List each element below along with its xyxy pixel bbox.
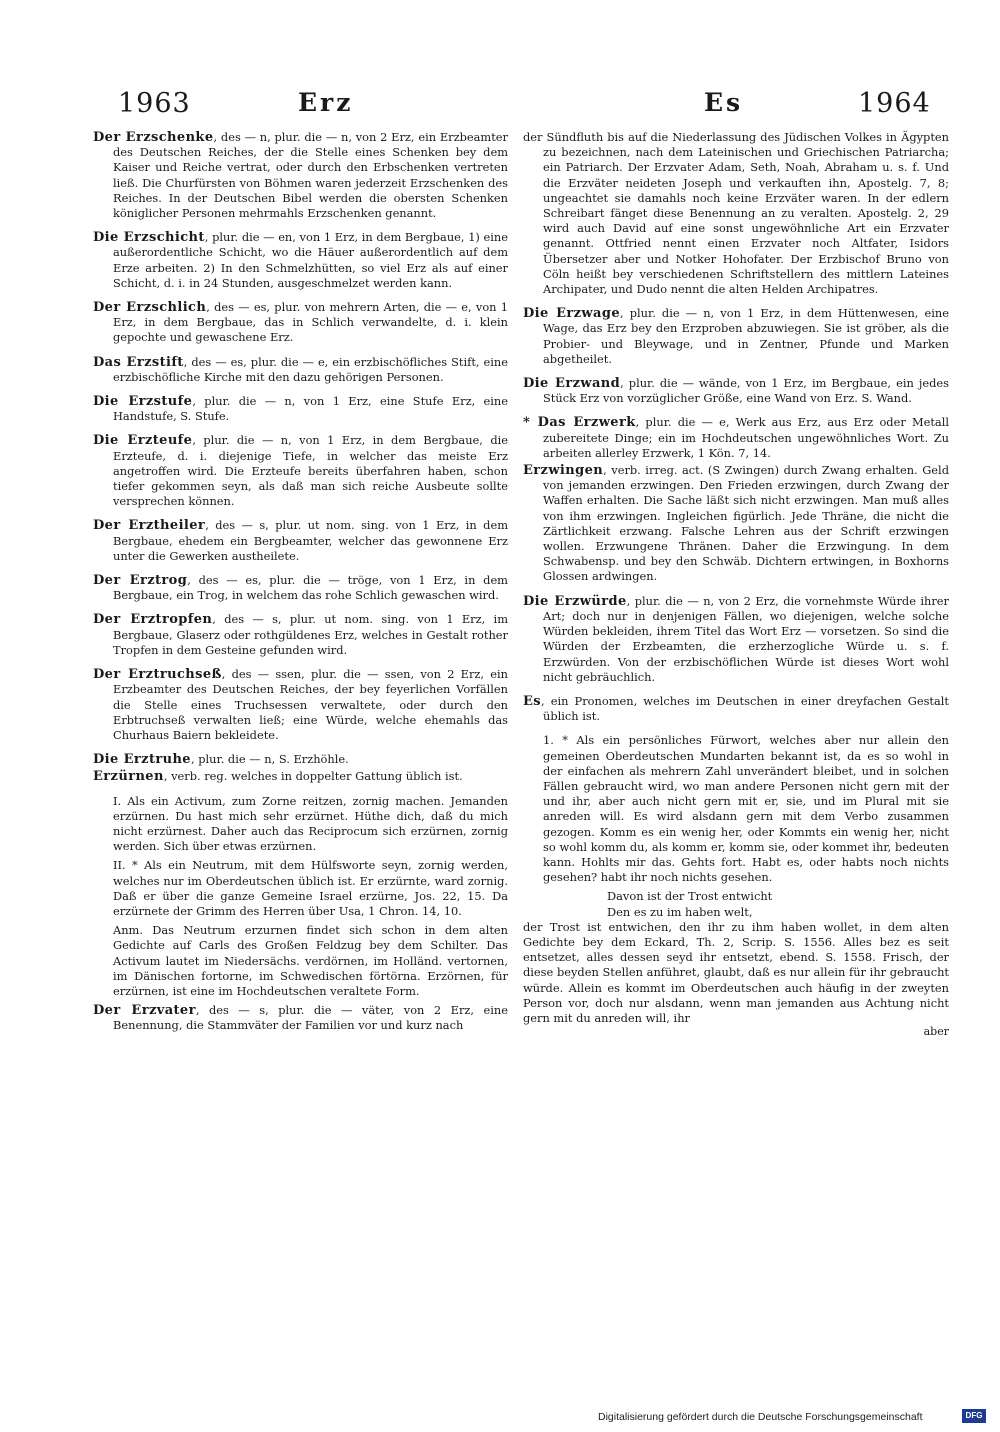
right-column	[523, 130, 949, 1039]
dictionary-entry	[523, 594, 949, 685]
entry-text: 1. * Als ein persönliches Fürwort, welches aber nur allein den gemeinen Oberdeutschen Mundarten bekannt ist, da es so wohl in der einfachen als mehrern Zahl unverändert bleibet, und in solchen Fällen gebraucht wird, wo man andere Personen nicht gern mit der und ihr, aber auch nicht gern mit er, sie, und im Plural mit sie anreden will. Es wird alsdann gern mit dem Verbo zusammen gezogen. Komm es ein wenig her, oder Kommts ein wenig her, nicht so wohl komm du, als komm er, komm sie, oder kommet ihr, bedeuten kann. Hohlts mir das. Gehts fort. Habt es, oder habts noch nichts gesehen? habt ihr noch nichts gesehen.	[543, 733, 949, 885]
dictionary-entry	[93, 394, 508, 424]
dictionary-entry	[523, 463, 949, 585]
entry-text: , des — s, plur. ut nom. sing. von 1 Erz, im Bergbaue, Glaserz oder rothgüldenes Erz, welches in Gestalt rother Tropfen in dem Gesteine gefunden wird.	[113, 612, 508, 657]
entry-text: , plur. die — wände, von 1 Erz, im Bergbaue, ein jedes Stück Erz von vorzüglicher Größe, eine Wand von Erz. S. Wand.	[543, 376, 949, 406]
entry-text: , des — es, plur. die — e, ein erzbischöfliches Stift, eine erzbischöfliche Kirche mit den dazu gehörigen Personen.	[113, 354, 508, 384]
entry-headword: Die Erzstufe	[93, 394, 193, 410]
entry-text: , des — ssen, plur. die — ssen, von 2 Erz, ein Erzbeamter des Deutschen Reiches, der bey feyerlichen Vorfällen die Stelle eines Truchsessen verwaltete, oder durch den Erbtruchseß verwalten ließ; eine Würde, welche ehemahls das Churhaus Baiern bekleidete.	[113, 667, 508, 742]
entry-headword: Erzürnen	[93, 769, 164, 785]
entry-text: der Sündfluth bis auf die Niederlassung des Jüdischen Volkes in Ägypten zu bezeichnen, nach dem Lateinischen und Griechischen Patriarcha; ein Patriarch. Der Erzvater Adam, Seth, Noah, Abraham u. s. f. Und die Erzväter neideten Joseph und verkauften ihn, Apostelg. 7, 8; ungeachtet sie damahls noch keine Erzväter waren. In der edlern Schreibart fänget diese Benennung an zu veralten. Apostelg. 2, 29 wird auch David auf eine sonst ungewöhnliche Art ein Erzvater genannt. Ottfried nennt einen Erzvater noch Altfater, Isidors Übersetzer aber und Notker Hohofater. Der Erzbischof Bruno von Cöln heißt bey verschiedenen Schriftstellern des mittlern Lateines Archipater, und Dudo nennt die alten Helden Archipatres.	[523, 130, 949, 297]
dictionary-entry	[93, 230, 508, 291]
entry-text: , plur. die — n, von 1 Erz, in dem Hüttenwesen, eine Wage, das Erz bey den Erzproben abzuwiegen. Sie ist gröber, als die Probier- und Bleywage, und in Zentner, Pfunde und Marken abgetheilet.	[543, 306, 949, 366]
entry-headword: Es	[523, 693, 542, 709]
entry-text: II. * Als ein Neutrum, mit dem Hülfsworte seyn, zornig werden, welches nur im Oberdeutschen üblich ist. Er erzürnte, ward zornig. Daß er über die ganze Gemeine Israel erzürne, Jos. 22, 15. Da erzürnete der Grimm des Herren über Usa, 1 Chron. 14, 10.	[113, 858, 508, 918]
entry-headword: Der Erztheiler	[93, 518, 206, 534]
entry-headword: Die Erzwage	[523, 306, 621, 322]
left-page-number: 1963	[118, 88, 191, 119]
entry-text: , des — s, plur. die — väter, von 2 Erz, eine Benennung, die Stammväter der Familien vor und kurz nach	[113, 1003, 508, 1033]
entry-text: , plur. die — n, von 1 Erz, in dem Bergbaue, die Erzteufe, d. i. diejenige Tiefe, in welcher das meiste Erz angetroffen wird. Die Erzteufe bereits überfahren haben, schon tiefer gekommen seyn, als daß man sich reiche Ausbeute sollte versprechen können.	[113, 433, 508, 509]
dictionary-entry	[93, 433, 508, 509]
footer	[598, 1409, 988, 1427]
entry-paragraph	[93, 794, 508, 855]
entry-headword: Die Erztruhe	[93, 752, 191, 768]
dictionary-entry	[523, 376, 949, 406]
dfg-logo: DFG	[962, 1409, 986, 1423]
verse-line: Den es zu im haben welt,	[607, 904, 753, 919]
dictionary-entry	[93, 769, 508, 784]
catchword: aber	[923, 1025, 949, 1039]
verse-line: Davon ist der Trost entwicht	[607, 889, 773, 904]
entry-headword: Der Erztropfen	[93, 612, 213, 628]
right-page-number: 1964	[858, 88, 931, 119]
dictionary-entry	[93, 130, 508, 221]
entry-text: , des — s, plur. ut nom. sing. von 1 Erz, in dem Bergbaue, ehedem ein Bergbeamter, welcher das gewonnene Erz unter die Gewerken austheilete.	[113, 518, 508, 563]
right-running-head: Es	[704, 88, 744, 117]
dictionary-entry	[93, 573, 508, 603]
dictionary-entry	[93, 752, 508, 767]
entry-headword: Die Erzwürde	[523, 593, 627, 609]
entry-headword: Die Erzschicht	[93, 230, 205, 246]
entry-text: , des — n, plur. die — n, von 2 Erz, ein Erzbeamter des Deutschen Reiches, der die Stelle eines Schenken bey dem Kaiser und Reiche vertrat, oder durch den Erbschenken vertreten ließ. Die Churfürsten von Böhmen waren jederzeit Erzschenken des Reiches. In der Deutschen Bibel werden die obersten Schenken königlicher Personen mehrmahls Erzschenken genannt.	[113, 130, 508, 221]
entry-text: , plur. die — n, von 1 Erz, eine Stufe Erz, eine Handstufe, S. Stufe.	[113, 394, 508, 424]
entry-text: I. Als ein Activum, zum Zorne reitzen, zornig machen. Jemanden erzürnen. Du hast mich sehr erzürnet. Hüthe dich, daß du mich nicht erzürnest. Daher auch das Reciprocum sich erzürnen, zornig werden. Sich über etwas erzürnen.	[113, 793, 508, 854]
entry-headword: Der Erzschlich	[93, 300, 207, 316]
dictionary-entry	[93, 355, 508, 385]
entry-text: , plur. die — n, von 2 Erz, die vornehmste Würde ihrer Art; doch nur in denjenigen Fällen, wo diejenigen, welche solche Würden bekleiden, ihrem Titel das Wort Erz — vorsetzen. So sind die Würden der Erzbeamten, die erzherzogliche Würde u. s. f. Erzwürden. Von der erzbischöflichen Würde ist dieses Wort wohl nicht gebräuchlich.	[543, 593, 949, 684]
dictionary-entry	[93, 1003, 508, 1033]
entry-headword: Das Erzstift	[93, 354, 184, 370]
entry-headword: Der Erzvater	[93, 1003, 196, 1019]
dictionary-entry	[93, 667, 508, 743]
entry-text: Anm. Das Neutrum erzurnen findet sich schon in dem alten Gedichte auf Carls des Großen Feldzug bey dem Schilter. Das Activum lautet im Niedersächs. verdörnen, im Holländ. vertornen, im Dänischen fortorne, im Schwedischen förtörna. Erzörnen, für erzürnen, ist eine im Hochdeutschen veraltete Form.	[113, 923, 508, 998]
left-running-head: Erz	[298, 88, 354, 117]
entry-text: , plur. die — n, S. Erzhöhle.	[190, 752, 349, 767]
entry-headword: * Das Erzwerk	[523, 415, 636, 431]
entry-text: , verb. reg. welches in doppelter Gattung üblich ist.	[163, 769, 463, 784]
entry-text: , des — es, plur. von mehrern Arten, die — e, von 1 Erz, in dem Bergbaue, das in Schlich verwandelte, d. i. klein gepochte und gewaschene Erz.	[113, 300, 509, 345]
entry-paragraph	[523, 130, 949, 297]
funding-note: Digitalisierung gefördert durch die Deutsche Forschungsgemeinschaft	[598, 1411, 923, 1423]
dictionary-entry	[523, 306, 949, 367]
entry-headword: Erzwingen	[523, 463, 604, 479]
entry-text: , verb. irreg. act. (S Zwingen) durch Zwang erhalten. Geld von jemanden erzwingen. Den Frieden erzwingen, durch Zwang der Waffen erhalten. Die Sache läßt sich nicht erzwingen. Man muß alles von ihm erzwingen. Ingleichen figürlich. Jede Thräne, die nicht die Zärtlichkeit erzwang. Falsche Lehren aus der Schrift erzwingen wollen. Erzwungene Thränen. Daher die Erzwingung. In dem Schwabensp. und bey den Schwäb. Dichtern ertwingen, in Boxhorns Glossen ardwingen.	[543, 463, 949, 584]
dictionary-entry	[523, 694, 949, 724]
dictionary-entry	[523, 415, 949, 461]
left-column	[93, 130, 508, 1043]
entry-headword: Der Erzschenke	[93, 130, 214, 145]
entry-paragraph: der Trost ist entwichen, den ihr zu ihm haben wollet, in dem alten Gedichte bey dem Eckard, Th. 2, Scrip. S. 1556. Alles bez es seit entsetzet, alles dessen seyd ihr entsetzt, ebend. S. 1558. Frisch, der diese beyden Stellen anführet, glaubt, daß es nur allein für ihr gebraucht würde. Allein es kommt im Oberdeutschen auch häufig in der zweyten Person vor, doch nur alsdann, wenn man jemanden aus Achtung nicht gern mit du anreden will, ihr	[523, 919, 949, 1025]
dictionary-entry	[93, 612, 508, 658]
entry-headword: Der Erztruchseß	[93, 667, 222, 683]
entry-paragraph	[93, 923, 508, 999]
entry-paragraph	[93, 858, 508, 919]
entry-text: , ein Pronomen, welches im Deutschen in einer dreyfachen Gestalt üblich ist.	[541, 693, 949, 724]
entry-headword: Die Erzwand	[523, 376, 621, 392]
entry-text: , plur. die — en, von 1 Erz, in dem Bergbaue, 1) eine außerordentliche Schicht, wo die Häuer außerordentlich auf dem Erze arbeiten. 2) In den Schmelzhütten, so viel Erz als auf einer Schicht, d. i. in 24 Stunden, ausgeschmelzet werden kann.	[113, 230, 508, 290]
entry-text: , plur. die — e, Werk aus Erz, aus Erz oder Metall zubereitete Dinge; ein im Hochdeutschen ungewöhnliches Wort. Zu arbeiten allerley Erzwerk, 1 Kön. 7, 14.	[543, 415, 950, 460]
dictionary-entry	[93, 300, 508, 346]
entry-paragraph	[523, 733, 949, 885]
entry-headword: Die Erzteufe	[93, 433, 193, 449]
entry-headword: Der Erztrog	[93, 573, 188, 589]
dictionary-entry	[93, 518, 508, 564]
entry-text: , des — es, plur. die — tröge, von 1 Erz, in dem Bergbaue, ein Trog, in welchem das rohe Schlich gewaschen wird.	[113, 573, 508, 603]
